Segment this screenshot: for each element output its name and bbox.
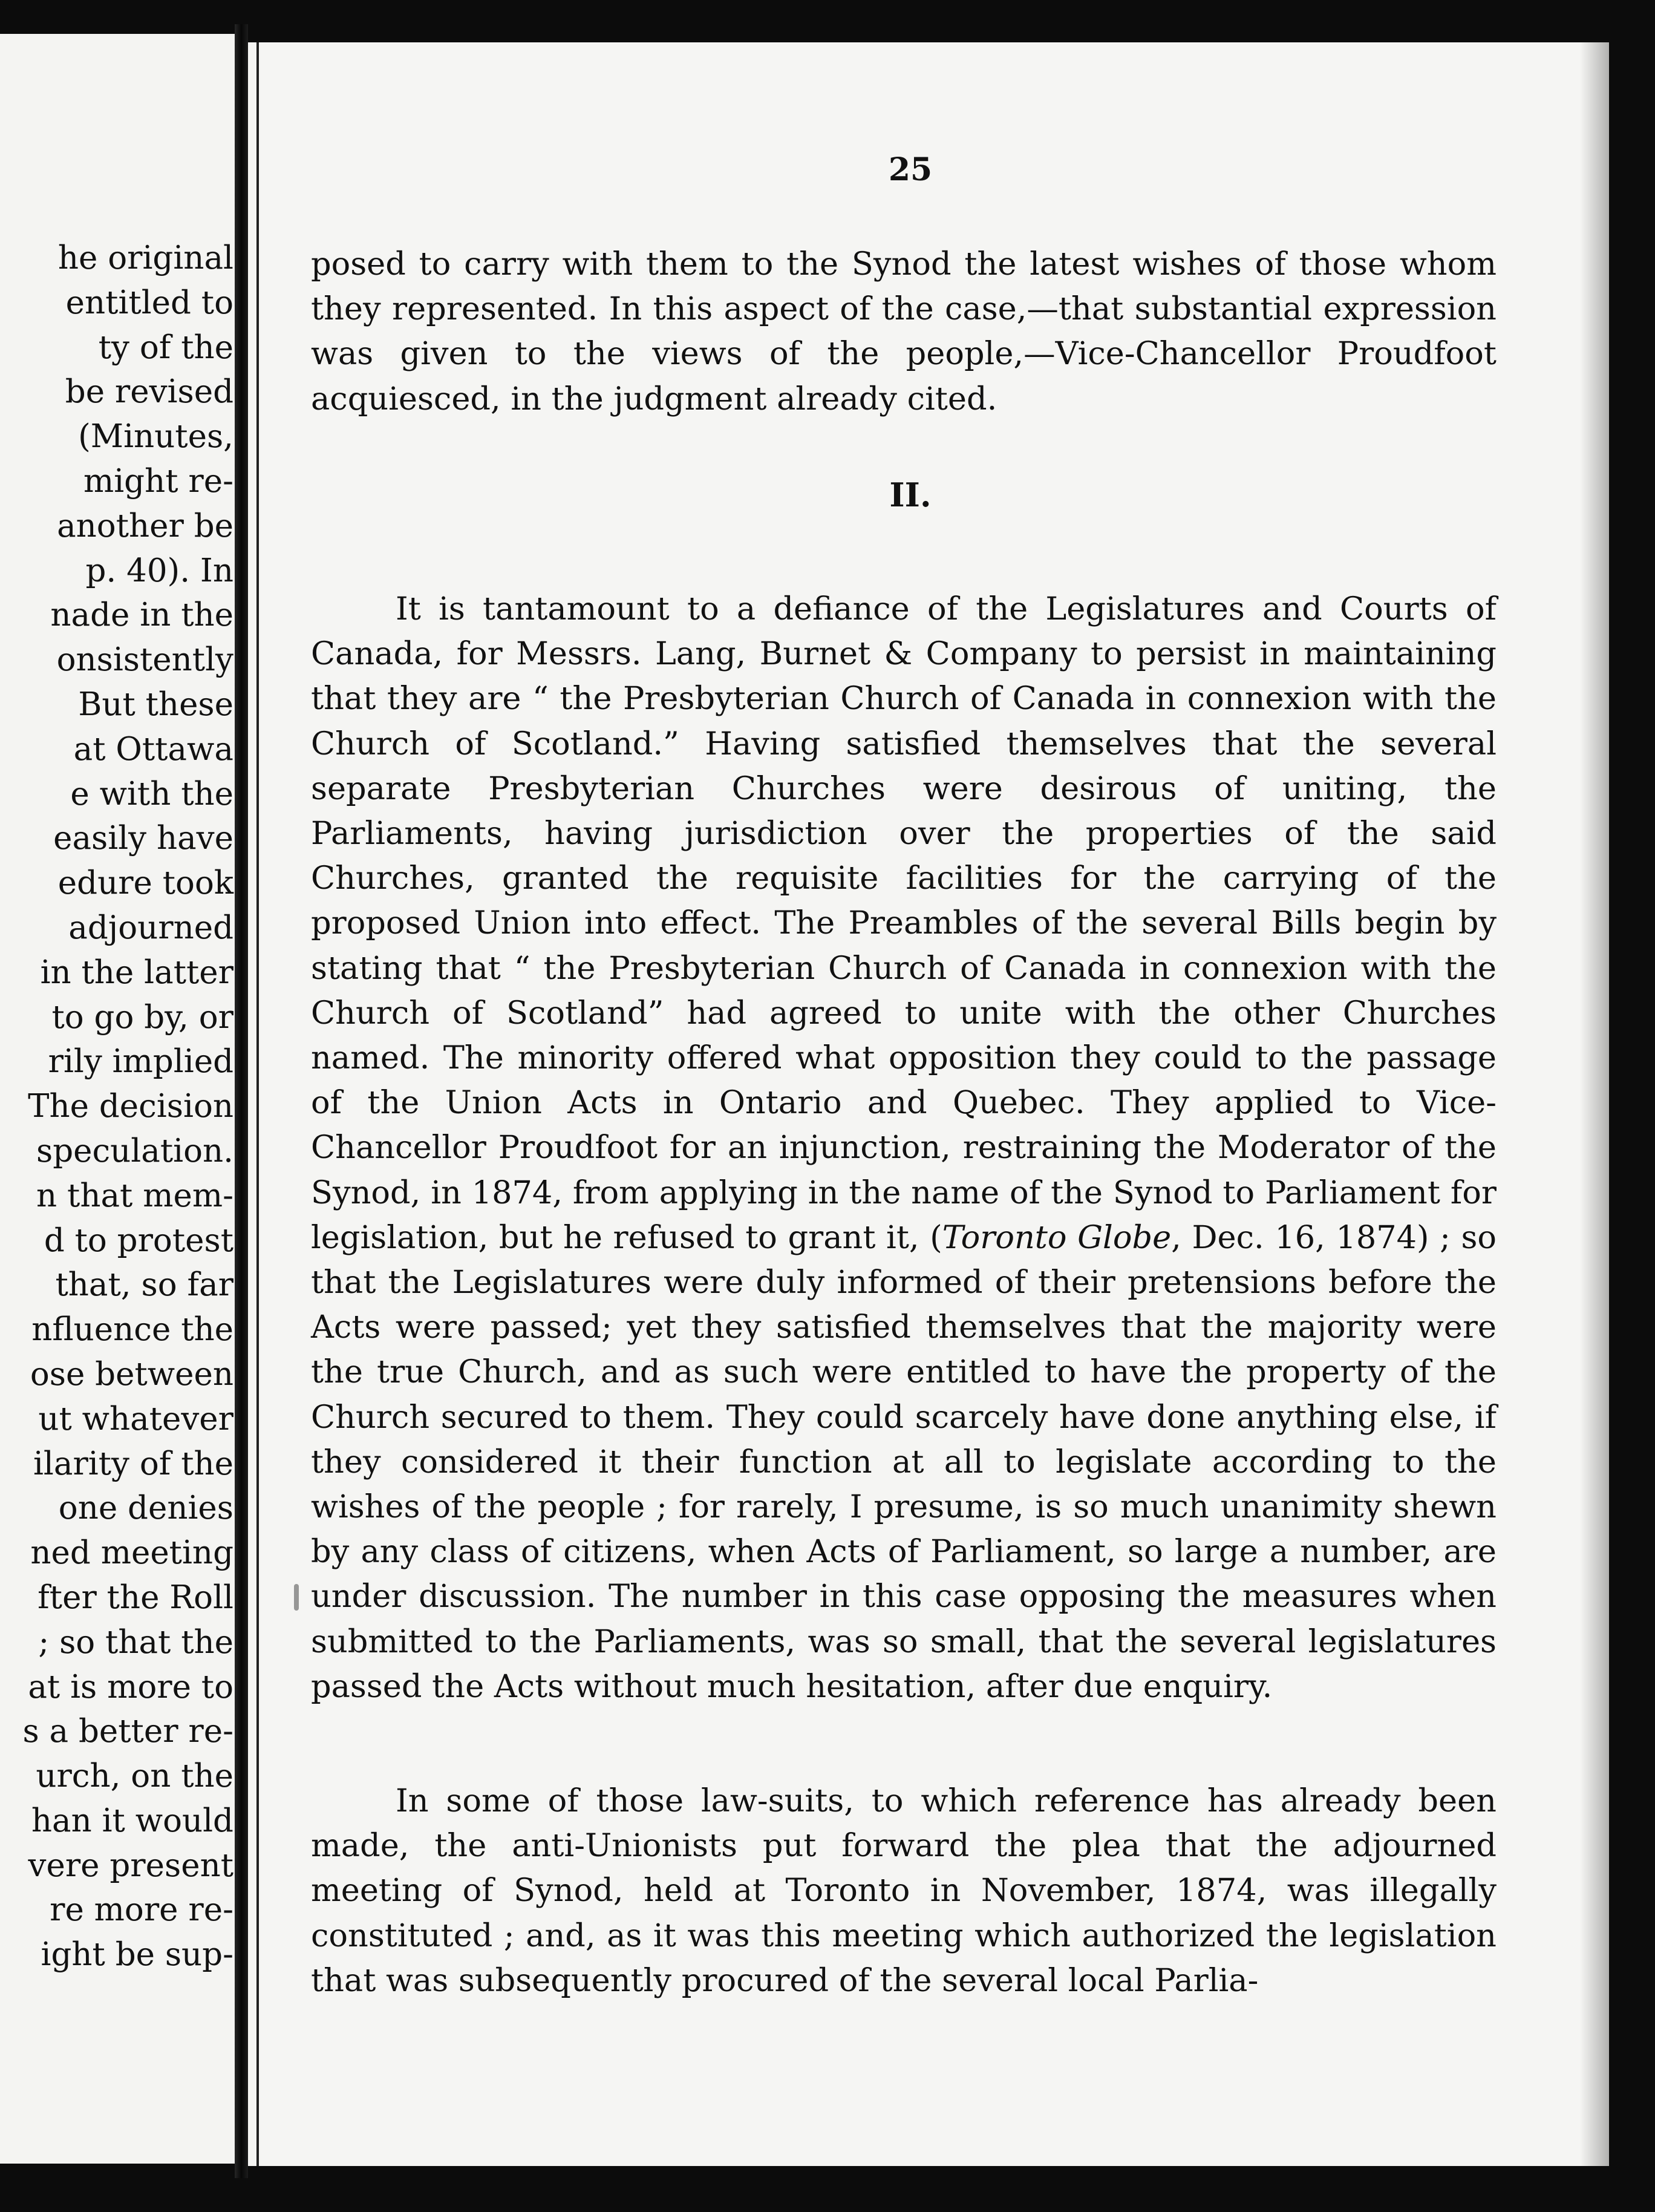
left-page-line: might re-: [83, 462, 233, 500]
paragraph-2-text: [311, 587, 1497, 1709]
left-page-line: be revised: [65, 373, 233, 411]
paragraph-1-text: posed to carry with them to the Synod the latest wishes of those whom they represented. In this aspect of the case,—that substantial expression was given to the views of the people,—Vice-Chancellor Proudfoot acquiesced, in the judgment already cited.: [311, 246, 1497, 417]
left-page-line: ty of the: [98, 329, 233, 366]
left-page-line: at is more to: [28, 1668, 233, 1706]
left-page-line: to go by, or: [51, 998, 233, 1036]
page-gutter: [235, 24, 248, 2178]
left-page-line: n that mem-: [36, 1177, 233, 1214]
left-page-line: nfluence the: [31, 1311, 233, 1349]
left-page-line: easily have: [53, 820, 233, 857]
paragraph-2-part-1: It is tantamount to a defiance of the Legislatures and Courts of Canada, for Messrs. Lang, Burnet & Company to persist in maintaining that they are “ the Presbyterian Church of Canada in connexion with the Church of Scotland.” Having satisfied themselves that the several separate Presbyterian Churches were desirous of uniting, the Parliaments, having jurisdiction over the properties of the said Churches, granted the requisite facilities for the carrying of the proposed Union into effect. The Preambles of the several Bills begin by stating that “ the Presbyterian Church of Canada in connexion with the Church of Scotland” had agreed to unite with the other Churches named. The minority offered what opposition they could to the passage of the Union Acts in Ontario and Quebec. They applied to Vice-Chancellor Proudfoot for an injunction, restraining the Moderator of the Synod, in 1874, from applying in the name of the Synod to Parliament for legislation, but he refused to grant it, (: [311, 591, 1497, 1256]
paragraph-2-part-2: , Dec. 16, 1874) ; so that the Legislatures were duly informed of their pretensions before the Acts were passed; yet they satisfied themselves that the majority were the true Church, and as such were entitled to have the property of the Church secured to them. They could scarcely have done anything else, if they considered it their function at all to legislate according to the wishes of the people ; for rarely, I presume, is so much unanimity shewn by any class of citizens, when Acts of Parliament, so large a number, are under discussion. The number in this case opposing the measures when submitted to the Parliaments, was so small, that the several legislatures passed the Acts without much hesitation, after due enquiry.: [311, 1219, 1497, 1705]
page-edge-shadow: [1580, 42, 1609, 2166]
page-number: 25: [888, 151, 933, 188]
page-border-line: [256, 42, 259, 2166]
left-page-line: e with the: [70, 775, 233, 813]
left-page-line: p. 40). In: [85, 552, 233, 589]
left-page-line: he original: [57, 240, 233, 276]
left-facing-page: [0, 34, 235, 2164]
left-page-line: in the latter: [40, 954, 233, 991]
left-page-line: nade in the: [50, 597, 233, 634]
left-page-line: d to protest: [44, 1222, 233, 1259]
left-page-line: fter the Roll: [38, 1579, 233, 1616]
left-page-line: han it would: [31, 1802, 233, 1839]
left-page-line: But these: [78, 686, 233, 723]
left-page-line: entitled to: [65, 284, 233, 321]
left-page-line: (Minutes,: [78, 418, 233, 456]
left-page-line: ned meeting: [30, 1534, 233, 1572]
left-page-line: that, so far: [55, 1266, 233, 1304]
left-page-line: at Ottawa: [73, 730, 233, 768]
left-page-line: urch, on the: [36, 1758, 233, 1795]
ink-smudge: [294, 1584, 299, 1611]
left-page-line: speculation.: [36, 1132, 233, 1170]
left-page-line: s a better re-: [22, 1713, 233, 1750]
left-page-line: ilarity of the: [33, 1445, 233, 1482]
citation-newspaper: Toronto Globe: [942, 1219, 1172, 1256]
left-page-line: edure took: [57, 865, 233, 902]
left-page-text: [0, 236, 233, 1977]
left-page-line: rily implied: [48, 1043, 233, 1081]
left-page-line: The decision: [28, 1088, 233, 1125]
left-page-line: another be: [57, 507, 233, 545]
paragraph-3-text: In some of those law-suits, to which reference has already been made, the anti-Unionists put forward the plea that the adjourned meeting of Synod, held at Toronto in November, 1874, was illegally constituted ; and, as it was this meeting which authorized the legislation that was subsequently procured of the several local Parlia-: [311, 1782, 1497, 1999]
left-page-line: re more re-: [50, 1891, 233, 1929]
paragraph-continued: [311, 242, 1497, 422]
left-page-line: ut whatever: [38, 1400, 233, 1438]
left-page-line: ose between: [30, 1355, 233, 1393]
left-page-line: ; so that the: [38, 1623, 233, 1661]
paragraph-2: [311, 587, 1497, 1709]
left-page-line: onsistently: [56, 641, 233, 679]
section-heading: II.: [889, 476, 932, 514]
left-page-line: adjourned: [68, 909, 233, 946]
left-page-line: one denies: [58, 1490, 233, 1527]
right-page: [248, 42, 1609, 2166]
paragraph-3: [311, 1779, 1497, 2003]
left-page-line: ight be sup-: [41, 1936, 233, 1974]
left-page-line: vere present: [28, 1847, 233, 1884]
